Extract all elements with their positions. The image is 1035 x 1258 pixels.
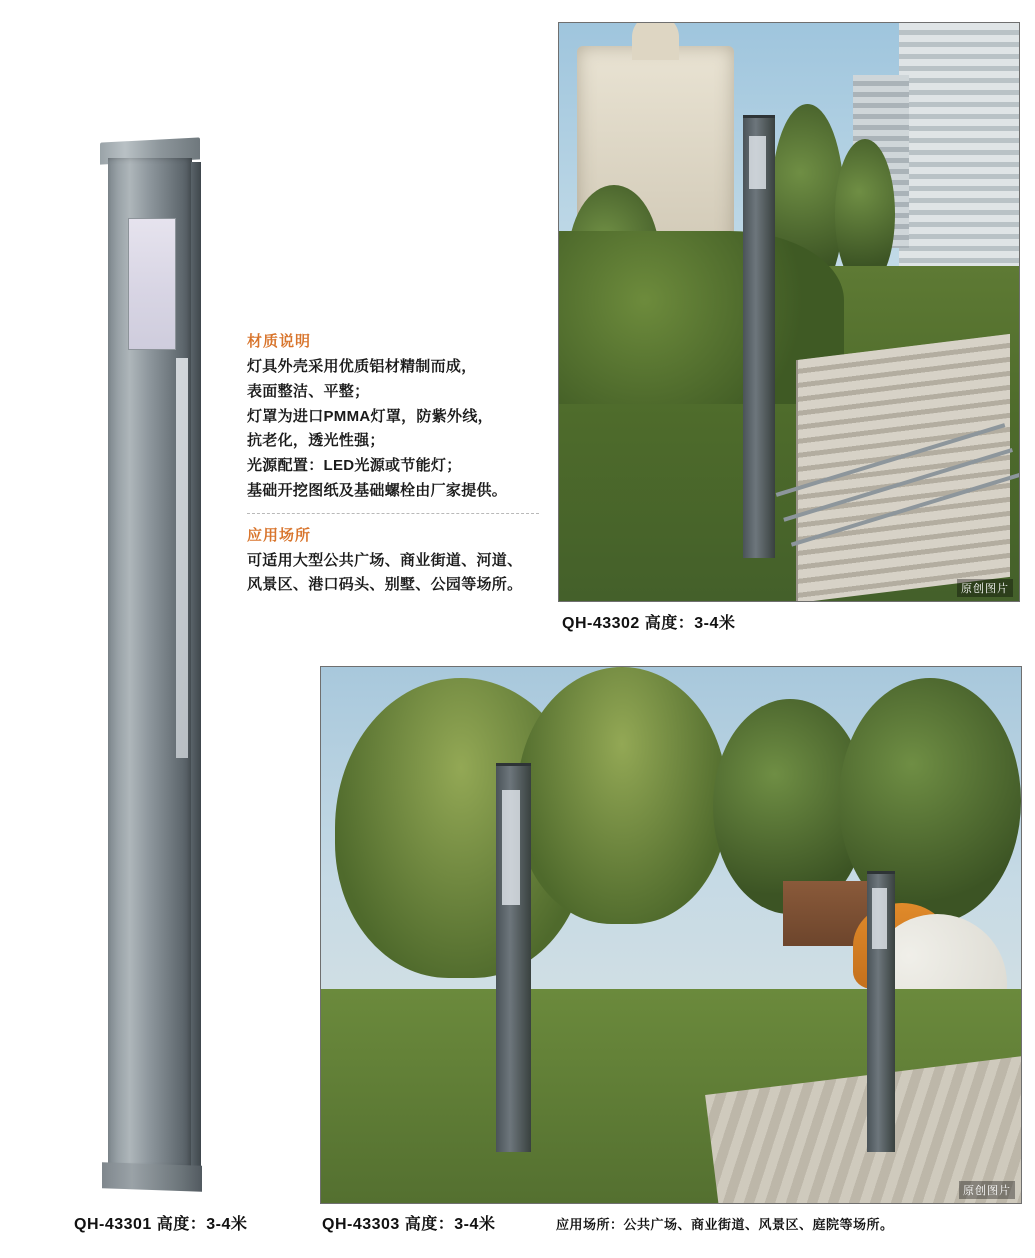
pole-lens-panel <box>872 888 887 949</box>
material-line: 基础开挖图纸及基础螺栓由厂家提供。 <box>247 481 508 499</box>
material-heading: 材质说明 <box>247 333 312 350</box>
pole-base <box>102 1162 202 1191</box>
stone-stairs <box>796 334 1010 602</box>
pole-lens-panel <box>749 136 766 189</box>
willow-tree <box>517 667 727 924</box>
installed-lamp-pole <box>496 763 531 1152</box>
caption-qh-43302: QH-43302 高度：3-4米 <box>562 615 736 632</box>
highrise-building-right <box>899 23 1019 266</box>
caption-qh-43303: QH-43303 高度：3-4米 <box>322 1216 496 1233</box>
usage-line: 风景区、港口码头、别墅、公园等场所。 <box>247 576 523 594</box>
specification-block <box>247 330 547 601</box>
usage-line: 可适用大型公共广场、商业街道、河道、 <box>247 551 523 569</box>
section-divider <box>247 513 539 514</box>
usage-note: 应用场所：公共广场、商业街道、风景区、庭院等场所。 <box>556 1217 894 1232</box>
photo-watermark: 原创图片 <box>957 579 1013 597</box>
usage-lines <box>247 552 547 596</box>
material-line: 光源配置：LED光源或节能灯； <box>247 457 462 474</box>
pole-lens-panel <box>502 790 520 906</box>
pole-light-strip <box>176 358 188 758</box>
pole-body <box>108 158 192 1168</box>
photo-qh-43303 <box>320 666 1022 1204</box>
photo-qh-43302 <box>558 22 1020 602</box>
material-line: 灯罩为进口PMMA灯罩，防紫外线， <box>247 407 493 425</box>
usage-heading: 应用场所 <box>247 526 312 544</box>
photo-watermark: 原创图片 <box>959 1181 1015 1199</box>
material-line: 抗老化，透光性强； <box>247 432 385 450</box>
caption-qh-43301: QH-43301 高度：3-4米 <box>74 1216 248 1233</box>
material-line: 表面整洁、平整； <box>247 382 370 400</box>
material-line: 灯具外壳采用优质铝材精制而成， <box>247 358 477 375</box>
installed-lamp-pole-secondary <box>867 871 895 1153</box>
material-lines <box>247 358 547 501</box>
pole-lens-panel <box>128 218 176 350</box>
installed-lamp-pole <box>743 115 775 557</box>
product-illustration <box>100 140 210 1190</box>
